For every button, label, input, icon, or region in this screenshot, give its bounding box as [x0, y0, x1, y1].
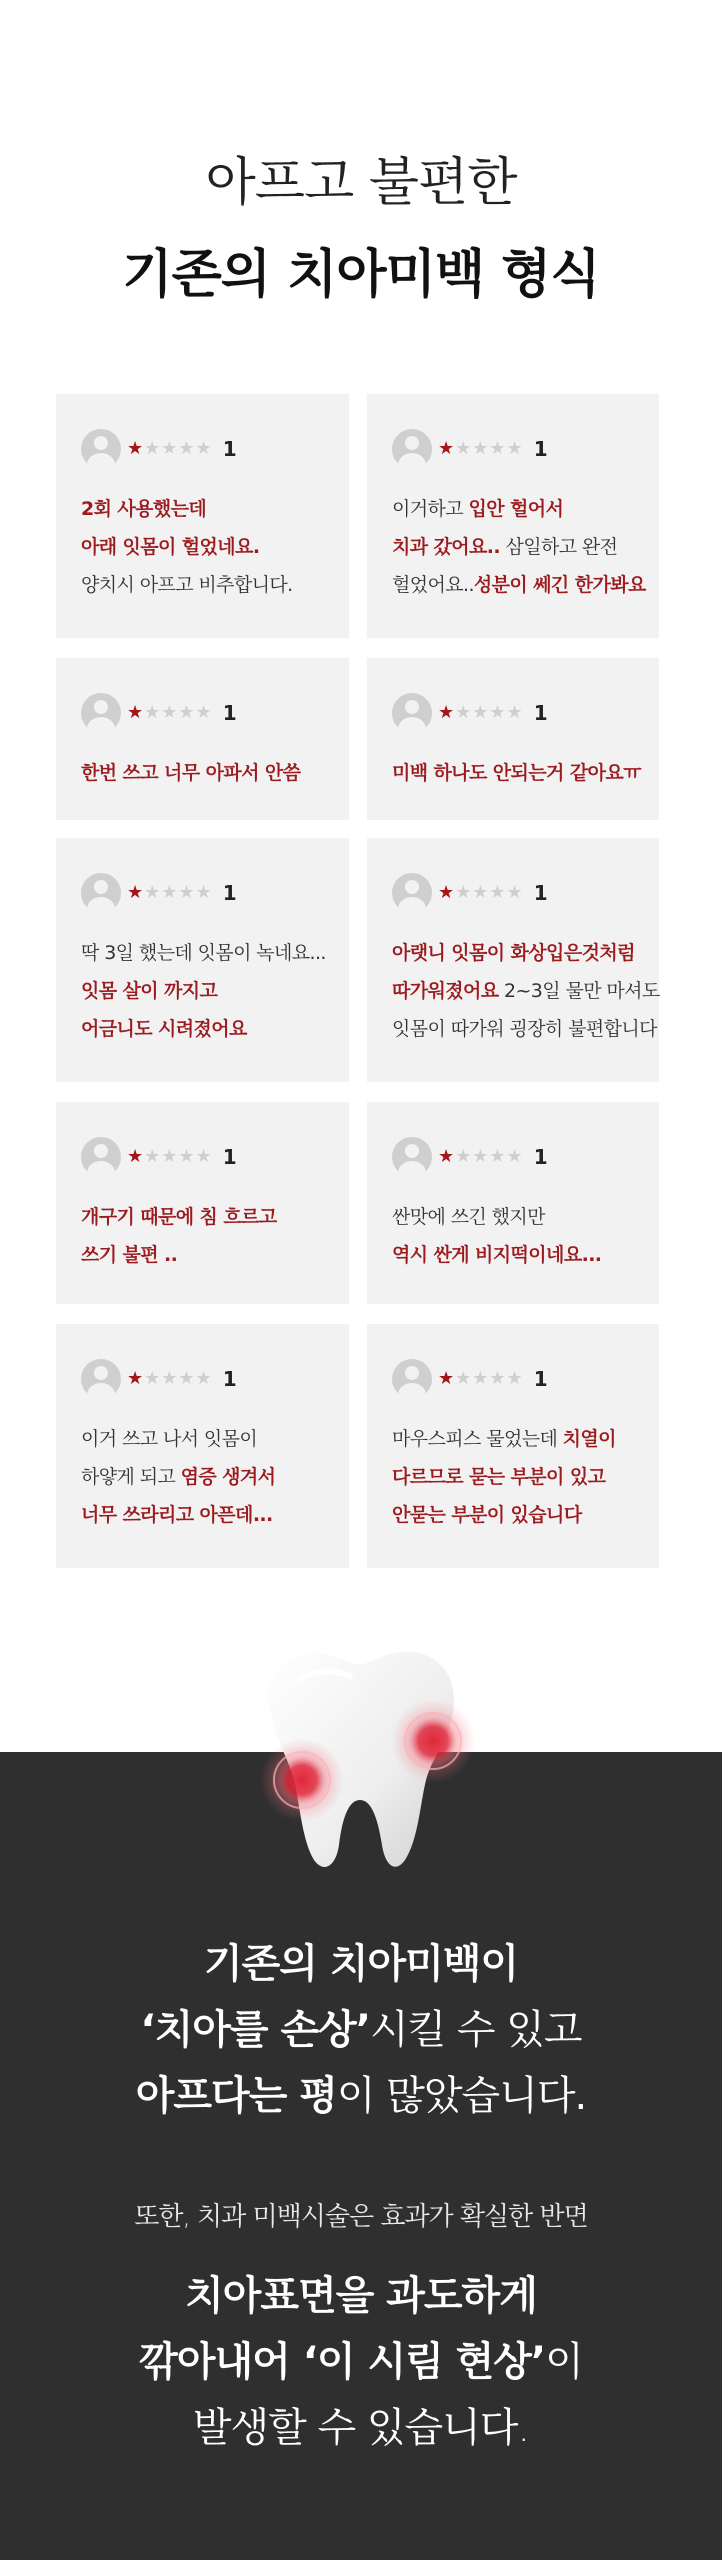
review-line	[392, 528, 649, 566]
highlight-text: 염증 생겨서	[180, 1466, 276, 1488]
bottom-p3-line1: 치아표면을 과도하게	[185, 2273, 537, 2319]
rating-score: 1	[533, 1367, 548, 1391]
review-line	[81, 972, 339, 1010]
review-card	[367, 1324, 659, 1568]
highlight-text: 안묻는 부분이 있습니다	[392, 1504, 582, 1526]
review-card	[56, 838, 349, 1082]
review-line	[392, 1496, 649, 1534]
highlight-text: 2회 사용했는데	[81, 498, 207, 520]
star-filled-icon: ★	[127, 1368, 145, 1389]
highlight-text: 너무 쓰라리고 아픈데...	[81, 1504, 273, 1526]
review-line	[81, 1458, 339, 1496]
plain-text: 이거하고	[392, 498, 469, 520]
review-line	[81, 528, 339, 566]
review-line	[81, 490, 339, 528]
review-card	[367, 838, 659, 1082]
star-empty-icon: ★★★★	[144, 438, 213, 459]
highlight-text: 입안 헐어서	[468, 498, 564, 520]
plain-text: 잇몸이 따가워 굉장히 불편합니다	[392, 1018, 657, 1040]
star-rating	[127, 884, 213, 902]
review-line	[81, 754, 339, 792]
star-empty-icon: ★★★★	[455, 1368, 524, 1389]
star-filled-icon: ★	[438, 702, 456, 723]
highlight-text: 아랫니 잇몸이 화상입은것처럼	[392, 942, 635, 964]
star-filled-icon: ★	[127, 1146, 145, 1167]
star-rating	[438, 704, 524, 722]
star-filled-icon: ★	[438, 1146, 456, 1167]
star-rating	[438, 440, 524, 458]
star-empty-icon: ★★★★	[455, 438, 524, 459]
star-filled-icon: ★	[127, 882, 145, 903]
review-line	[392, 934, 649, 972]
star-rating	[438, 884, 524, 902]
review-text	[81, 490, 339, 604]
review-header	[81, 1138, 237, 1176]
highlight-text: 따가워졌어요	[392, 980, 499, 1002]
bottom-p1-line3: 아프다는 평이 많았습니다.	[135, 2073, 587, 2119]
highlight-text: 아래 잇몸이 헐었네요.	[81, 536, 260, 558]
review-header	[392, 874, 548, 912]
highlight-text: 미백 하나도 안되는거 같아요ㅠ	[392, 762, 641, 784]
review-text	[392, 754, 649, 792]
review-line	[392, 1236, 649, 1274]
bottom-p3-line2: 깎아내어 ‘이 시림 현상’이	[139, 2339, 583, 2385]
review-card	[56, 658, 349, 820]
star-rating	[127, 704, 213, 722]
bottom-p2: 또한, 치과 미백시술은 효과가 확실한 반면	[134, 2202, 588, 2232]
review-line	[81, 1236, 339, 1274]
review-text	[81, 1198, 339, 1274]
review-line	[392, 972, 660, 1010]
avatar-icon	[81, 1137, 121, 1177]
star-filled-icon: ★	[127, 438, 145, 459]
star-rating	[438, 1370, 524, 1388]
highlight-text: 한번 쓰고 너무 아파서 안씀	[81, 762, 301, 784]
rating-score: 1	[533, 701, 548, 725]
rating-score: 1	[222, 881, 237, 905]
star-filled-icon: ★	[438, 438, 456, 459]
review-header	[392, 694, 548, 732]
review-card	[367, 394, 659, 638]
star-empty-icon: ★★★★	[455, 882, 524, 903]
review-header	[81, 1360, 237, 1398]
avatar-icon	[392, 1359, 432, 1399]
review-line	[81, 1010, 339, 1048]
highlight-text: 다르므로 묻는 부분이 있고	[392, 1466, 606, 1488]
tooth-icon	[240, 1640, 480, 1880]
review-line	[81, 1420, 339, 1458]
review-card	[56, 1324, 349, 1568]
review-card	[56, 1102, 349, 1304]
star-rating	[127, 1148, 213, 1166]
avatar-icon	[81, 693, 121, 733]
highlight-text: 치과 갔어요..	[392, 536, 501, 558]
review-card	[56, 394, 349, 638]
review-line	[392, 1458, 649, 1496]
rating-score: 1	[533, 881, 548, 905]
star-rating	[438, 1148, 524, 1166]
review-line	[392, 490, 649, 528]
plain-text: 이거 쓰고 나서 잇몸이	[81, 1428, 258, 1450]
pain-spot-left	[260, 1738, 344, 1822]
rating-score: 1	[222, 437, 237, 461]
highlight-text: 개구기 때문에 침 흐르고	[81, 1206, 277, 1228]
highlight-text: 잇몸 살이 까지고	[81, 980, 218, 1002]
review-text	[81, 934, 339, 1048]
review-line	[392, 1010, 657, 1048]
star-rating	[127, 1370, 213, 1388]
review-text	[392, 490, 649, 604]
review-line	[392, 754, 649, 792]
review-line	[81, 1198, 339, 1236]
review-line	[392, 566, 649, 604]
hero-line-1: 아프고 불편한	[205, 153, 517, 213]
rating-score: 1	[222, 1367, 237, 1391]
review-header	[392, 1138, 548, 1176]
rating-score: 1	[222, 1145, 237, 1169]
rating-score: 1	[222, 701, 237, 725]
highlight-text: 어금니도 시려졌어요	[81, 1018, 247, 1040]
review-text	[392, 1198, 649, 1274]
avatar-icon	[392, 429, 432, 469]
plain-text: 딱 3일 했는데 잇몸이 녹네요...	[81, 942, 326, 964]
avatar-icon	[392, 873, 432, 913]
highlight-text: 성분이 쎄긴 한가봐요	[473, 574, 646, 596]
star-rating	[127, 440, 213, 458]
pain-spot-right	[391, 1699, 475, 1783]
star-empty-icon: ★★★★	[455, 1146, 524, 1167]
hero-line-2: 기존의 치아미백 형식	[122, 245, 600, 305]
plain-text: 하얗게 되고	[81, 1466, 181, 1488]
avatar-icon	[81, 1359, 121, 1399]
review-header	[81, 694, 237, 732]
review-card	[367, 658, 659, 820]
review-line	[81, 934, 339, 972]
star-filled-icon: ★	[438, 1368, 456, 1389]
highlight-text: 역시 싼게 비지떡이네요...	[392, 1244, 602, 1266]
avatar-icon	[81, 873, 121, 913]
review-header	[81, 874, 237, 912]
star-filled-icon: ★	[127, 702, 145, 723]
star-empty-icon: ★★★★	[144, 702, 213, 723]
plain-text: 싼맛에 쓰긴 했지만	[392, 1206, 545, 1228]
plain-text: 마우스피스 물었는데	[392, 1428, 563, 1450]
star-empty-icon: ★★★★	[455, 702, 524, 723]
avatar-icon	[392, 1137, 432, 1177]
star-empty-icon: ★★★★	[144, 1146, 213, 1167]
review-line	[81, 1496, 339, 1534]
review-text	[392, 934, 660, 1048]
review-header	[392, 430, 548, 468]
highlight-text: 쓰기 불편 ..	[81, 1244, 178, 1266]
review-header	[392, 1360, 548, 1398]
bottom-p3-line3: 발생할 수 있습니다.	[192, 2405, 530, 2451]
review-line	[392, 1420, 649, 1458]
avatar-icon	[81, 429, 121, 469]
rating-score: 1	[533, 437, 548, 461]
star-empty-icon: ★★★★	[144, 882, 213, 903]
review-text	[81, 1420, 339, 1534]
review-line	[81, 566, 339, 604]
bottom-p1-line1: 기존의 치아미백이	[203, 1941, 519, 1987]
bottom-p1-line2: ‘치아를 손상’시킬 수 있고	[140, 2007, 582, 2053]
plain-text: 2~3일 물만 마셔도	[498, 980, 660, 1002]
plain-text: 삼일하고 완전	[500, 536, 618, 558]
plain-text: 헐었어요..	[392, 574, 474, 596]
review-text	[392, 1420, 649, 1534]
highlight-text: 치열이	[562, 1428, 616, 1450]
avatar-icon	[392, 693, 432, 733]
review-text	[81, 754, 339, 792]
review-header	[81, 430, 237, 468]
review-line	[392, 1198, 649, 1236]
star-filled-icon: ★	[438, 882, 456, 903]
star-empty-icon: ★★★★	[144, 1368, 213, 1389]
rating-score: 1	[533, 1145, 548, 1169]
plain-text: 양치시 아프고 비추합니다.	[81, 574, 293, 596]
review-card	[367, 1102, 659, 1304]
